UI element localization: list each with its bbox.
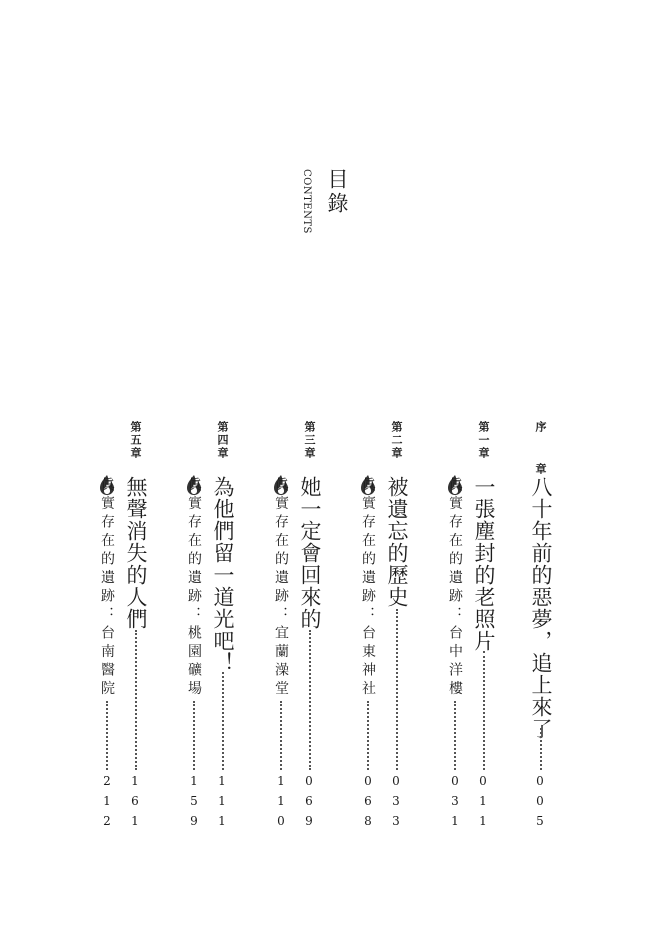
leader-dots — [540, 728, 542, 770]
site-page-number: 110 — [274, 774, 288, 834]
chapter-title-1: 一張塵封的老照片 — [472, 476, 496, 652]
toc-subtitle: CONTENTS — [301, 169, 312, 234]
chapter-title-2: 被遺忘的歷史 — [385, 476, 409, 608]
site-subtitle-2: 眞實存在的遺跡：台東神社 — [360, 477, 376, 699]
page-number: 069 — [302, 774, 316, 834]
page-number: 033 — [389, 774, 403, 834]
leader-dots — [222, 672, 224, 770]
chapter-label-prologue: 序 章 — [534, 421, 547, 483]
chapter-title-4: 為他們留一道光吧！ — [211, 476, 235, 674]
page-number: 111 — [215, 774, 229, 834]
chapter-title-3: 她一定會回來的 — [298, 476, 322, 630]
leader-dots — [396, 609, 398, 770]
site-page-number: 159 — [187, 774, 201, 834]
chapter-label-2: 第二章 — [390, 421, 403, 460]
leader-dots — [193, 701, 195, 770]
site-page-number: 212 — [100, 774, 114, 834]
chapter-label-1: 第一章 — [477, 421, 490, 460]
leader-dots — [367, 701, 369, 770]
chapter-label-4: 第四章 — [216, 421, 229, 460]
leader-dots — [309, 630, 311, 770]
site-page-number: 031 — [448, 774, 462, 834]
leader-dots — [280, 701, 282, 770]
chapter-label-3: 第三章 — [303, 421, 316, 460]
chapter-title-5: 無聲消失的人們 — [124, 476, 148, 630]
leader-dots — [483, 651, 485, 770]
chapter-label-5: 第五章 — [129, 421, 142, 460]
site-subtitle-4: 眞實存在的遺跡：桃園礦場 — [186, 477, 202, 699]
page-number: 005 — [533, 774, 547, 834]
leader-dots — [106, 701, 108, 770]
page-number: 161 — [128, 774, 142, 834]
site-page-number: 068 — [361, 774, 375, 834]
page-number: 011 — [476, 774, 490, 834]
leader-dots — [135, 630, 137, 770]
leader-dots — [454, 701, 456, 770]
site-subtitle-1: 眞實存在的遺跡：台中洋樓 — [447, 477, 463, 699]
site-subtitle-3: 眞實存在的遺跡：宜蘭澡堂 — [273, 477, 289, 699]
site-subtitle-5: 眞實存在的遺跡：台南醫院 — [99, 477, 115, 699]
chapter-title-prologue: 八十年前的惡夢，追上來了 — [529, 476, 553, 740]
toc-title: 目錄 — [325, 168, 349, 216]
